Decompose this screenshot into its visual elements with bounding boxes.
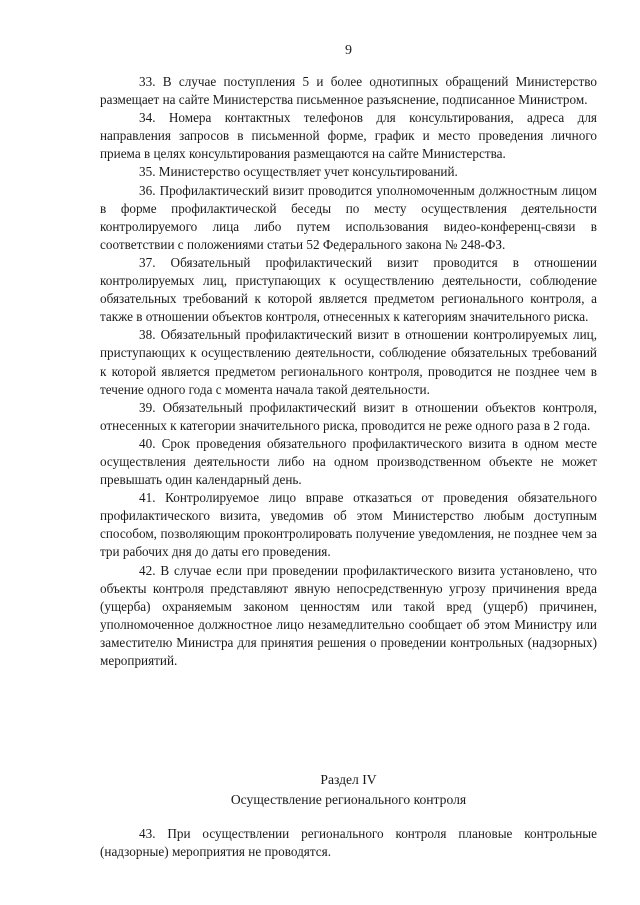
paragraph-43: 43. При осуществлении регионального контроля плановые контрольные (надзорные) мероприятия не проводятся. <box>100 826 597 860</box>
paragraph-40: 40. Срок проведения обязательного профилактического визита в одном месте осуществления деятельности либо на одном производственном объекте не может превышать один календарный день. <box>100 435 597 488</box>
section-body <box>100 825 597 861</box>
paragraph-33: 33. В случае поступления 5 и более однотипных обращений Министерство размещает на сайте Министерства письменное разъяснение, подписанное Министром. <box>100 74 597 108</box>
section-heading <box>100 770 597 810</box>
paragraph-41: 41. Контролируемое лицо вправе отказаться от проведения обязательного профилактического визита, уведомив об этом Министерство любым доступным способом, позволяющим проконтролировать получение уведомления, не позднее чем за три рабочих дня до даты его проведения. <box>100 490 597 560</box>
paragraph-34: 34. Номера контактных телефонов для консультирования, адреса для направления запросов в письменной форме, график и место проведения личного приема в целях консультирования размещаются на сайте Министерства. <box>100 110 597 162</box>
paragraph-35: 35. Министерство осуществляет учет консультирований. <box>139 164 458 180</box>
paragraph-38: 38. Обязательный профилактический визит в отношении контролируемых лиц, приступающих к осуществлению деятельности, соблюдение обязательных требований к которой является предметом регионального контроля, проводится не позднее чем в течение одного года с момента начала такой деятельности. <box>100 327 597 397</box>
paragraph-37: 37. Обязательный профилактический визит проводится в отношении контролируемых лиц, приступающих к осуществлению деятельности, соблюдение обязательных требований к которой является предметом регионального контроля, а также в отношении объектов контроля, отнесенных к категориям значительного риска. <box>100 254 597 325</box>
paragraph-39: 39. Обязательный профилактический визит в отношении объектов контроля, отнесенных к категории значительного риска, проводится не реже одного раза в 2 года. <box>100 399 597 433</box>
page-number: 9 <box>345 43 352 58</box>
section-number: Раздел IV <box>320 772 377 787</box>
document-body <box>100 73 597 670</box>
paragraph-42: 42. В случае если при проведении профилактического визита установлено, что объекты контроля представляют явную непосредственную угрозу причинения вреда (ущерба) охраняемым законом ценностям или такой вред (ущерб) причинен, уполномоченное должностное лицо незамедлительно сообщает об этом Министру или заместителю Министра для принятия решения о проведении контрольных (надзорных) мероприятий. <box>100 562 597 668</box>
section-title: Осуществление регионального контроля <box>230 792 467 807</box>
paragraph-36: 36. Профилактический визит проводится уполномоченным должностным лицом в форме профилактической беседы по месту осуществления деятельности контролируемого лица либо путем использования видео-конференц-связи в соответствии с положениями статьи 52 Федерального закона № 248-ФЗ. <box>100 182 597 252</box>
